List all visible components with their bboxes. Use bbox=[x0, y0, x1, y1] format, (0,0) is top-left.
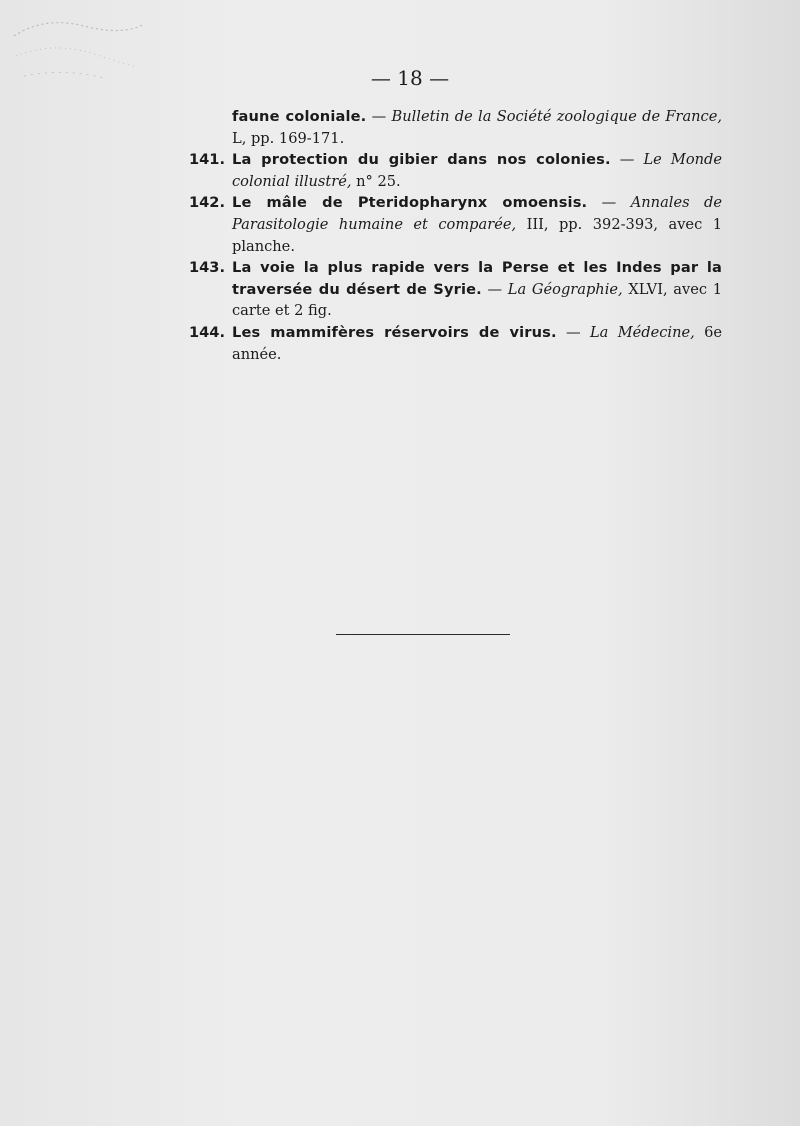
bibliography-entry bbox=[175, 106, 722, 149]
entry-source: Le Monde colonial illustré, bbox=[232, 151, 723, 190]
entry-title: faune coloniale. bbox=[232, 108, 367, 125]
end-rule-divider bbox=[336, 634, 510, 635]
entry-details: XLVI, avec 1 carte et 2 fig. bbox=[232, 280, 722, 320]
entry-title: Les mammifères réservoirs de virus. bbox=[232, 323, 557, 341]
entry-source: La Médecine, bbox=[589, 323, 695, 341]
bibliography-entry bbox=[175, 192, 722, 257]
entry-number: 142. bbox=[189, 194, 226, 212]
bibliography-entry bbox=[175, 322, 722, 365]
entry-source: Bulletin de la Société zoologique de France, bbox=[391, 108, 722, 125]
bibliography-entry bbox=[175, 149, 722, 192]
entry-title: La protection du gibier dans nos colonies. bbox=[232, 151, 611, 169]
entry-number: 143. bbox=[189, 259, 226, 277]
entry-title: Le mâle de Pteridopharynx omoensis. bbox=[232, 194, 588, 212]
entry-details: L, pp. 169-171. bbox=[232, 129, 345, 147]
entry-separator: — bbox=[366, 108, 392, 125]
page-number: — 18 — bbox=[370, 66, 450, 90]
bibliography-list bbox=[175, 106, 722, 365]
entry-details: 6e année. bbox=[232, 323, 723, 363]
entry-separator: — bbox=[587, 194, 631, 212]
entry-separator: — bbox=[556, 323, 590, 341]
entry-separator: — bbox=[610, 151, 644, 169]
entry-details: III, pp. 392-393, avec 1 planche. bbox=[232, 215, 722, 255]
entry-number: 141. bbox=[189, 151, 226, 169]
bibliography-entry bbox=[175, 257, 722, 322]
entry-source: La Géographie, bbox=[507, 280, 623, 298]
entry-separator: — bbox=[481, 280, 508, 298]
entry-source: Annales de Parasitologie humaine et comparée, bbox=[232, 194, 722, 233]
entry-number: 144. bbox=[189, 323, 226, 341]
entry-details: n° 25. bbox=[351, 172, 401, 190]
entry-title: La voie la plus rapide vers la Perse et les Indes par la traversée du désert de Syrie. bbox=[232, 259, 722, 298]
